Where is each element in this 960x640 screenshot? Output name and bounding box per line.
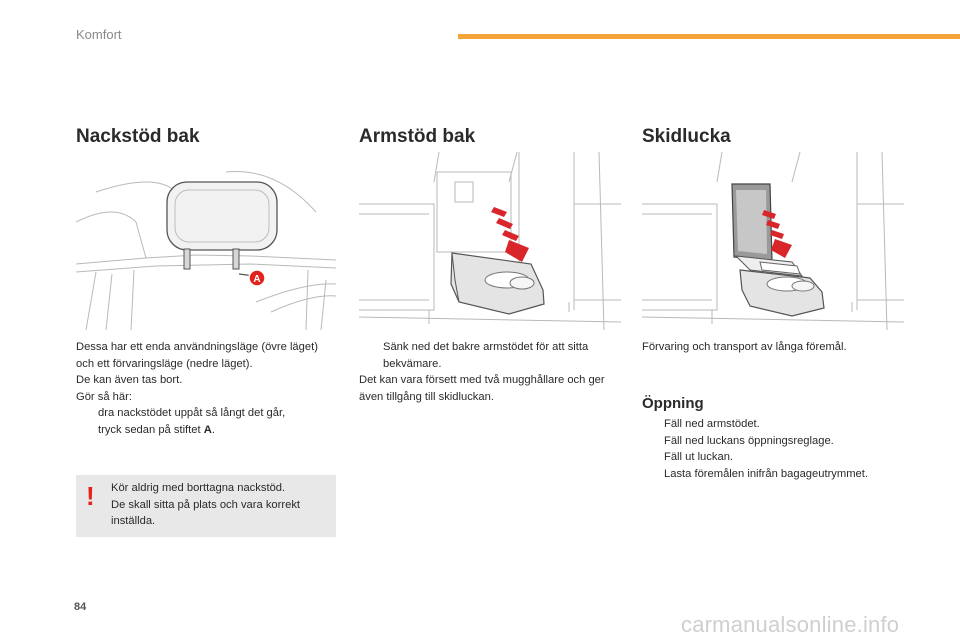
headrest-para-1: Dessa har ett enda användningsläge (övre läget) och ett förvaringsläge (nedre läget).: [76, 341, 318, 370]
headrest-para-3: Gör så här:: [76, 390, 132, 403]
opening-step-1: Fäll ned armstödet.: [664, 418, 760, 430]
headrest-text: [76, 339, 338, 439]
section-title-armrest: Armstöd bak: [359, 126, 476, 147]
section-title-skihatch: Skidlucka: [642, 126, 731, 147]
marker-a-label: A: [253, 274, 261, 285]
opening-step-4: Lasta föremålen inifrån bagageutrymmet.: [664, 467, 868, 480]
armrest-para-1: Det kan vara försett med två mugghållare och ger även tillgång till skidluckan.: [359, 374, 605, 403]
skihatch-illustration: [642, 152, 904, 330]
down-arrow-icon: [491, 207, 529, 262]
chapter-title: Komfort: [76, 27, 122, 42]
headrest-bullet-1: dra nackstödet uppåt så långt det går,: [98, 407, 286, 420]
warning-line-2: De skall sitta på plats och vara korrekt inställda.: [111, 498, 301, 528]
subsection-title-opening: Öppning: [642, 395, 704, 412]
skihatch-para-1: Förvaring och transport av långa föremål.: [642, 341, 847, 353]
opening-step-3: Fäll ut luckan.: [664, 451, 734, 464]
headrest-para-2: De kan även tas bort.: [76, 374, 183, 387]
warning-line-1: Kör aldrig med borttagna nackstöd.: [111, 482, 286, 494]
section-title-headrest: Nackstöd bak: [76, 126, 200, 147]
headrest-illustration: [76, 152, 336, 330]
header-accent-bar: [458, 34, 960, 39]
watermark: carmanualsonline.info: [681, 612, 900, 637]
headrest-bullet-2: tryck sedan på stiftet A.: [98, 423, 215, 436]
armrest-text: [359, 339, 621, 405]
armrest-illustration: [359, 152, 621, 330]
armrest-bullet-1: Sänk ned det bakre armstödet för att sitta bekvämare.: [383, 341, 589, 370]
opening-step-2: Fäll ned luckans öppningsreglage.: [664, 434, 834, 447]
warning-box: [76, 475, 336, 537]
skihatch-text: [642, 339, 904, 356]
page-number: 84: [74, 601, 87, 613]
warning-icon: !: [86, 481, 95, 511]
opening-steps: [642, 416, 904, 482]
